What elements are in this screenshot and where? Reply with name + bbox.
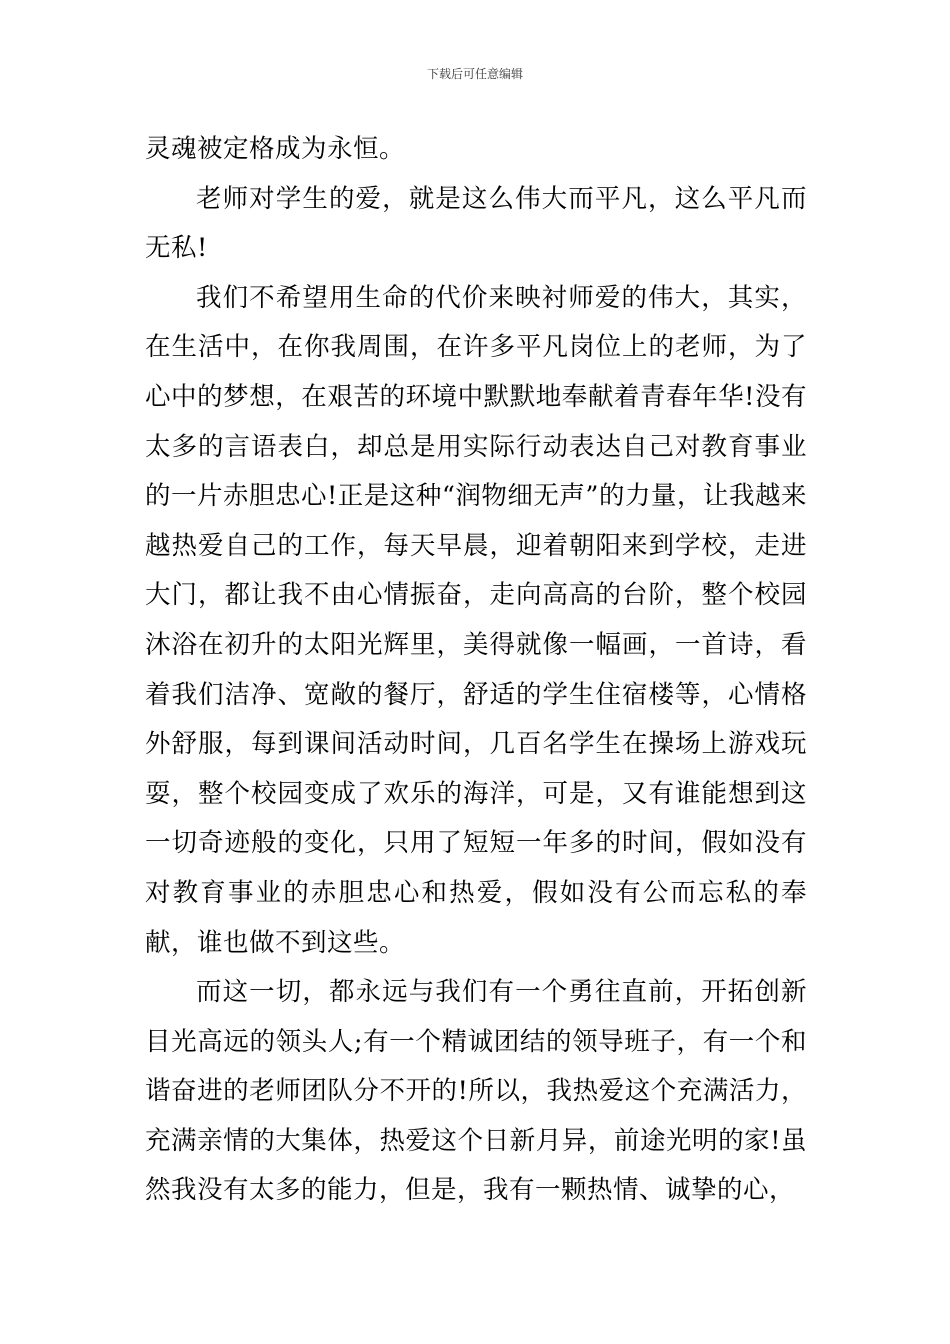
paragraph-1: 灵魂被定格成为永恒。: [145, 134, 406, 164]
paragraph-3: 我们不希望用生命的代价来映衬师爱的伟大，其实，在生活中，在你我周围，在许多平凡岗位上的老师，为了心中的梦想，在艰苦的环境中默默地奉献着青春年华!没有太多的言语表白，却总是用实际行动表达自己对教育事业的一片赤胆忠心!正是这种“润物细无声”的力量，让我越来越热爱自己的工作，每天早晨，迎着朝阳来到学校，走进大门，都让我不由心情振奋，走向高高的台阶，整个校园沐浴在初升的太阳光辉里，美得就像一幅画，一首诗，看着我们洁净、宽敞的餐厅，舒适的学生住宿楼等，心情格外舒服，每到课间活动时间，几百名学生在操场上游戏玩耍，整个校园变成了欢乐的海洋，可是，又有谁能想到这一切奇迹般的变化，只用了短短一年多的时间，假如没有对教育事业的赤胆忠心和热爱，假如没有公而忘私的奉献，谁也做不到这些。: [145, 282, 807, 958]
paragraph-4: 而这一切，都永远与我们有一个勇往直前，开拓创新目光高远的领头人;有一个精诚团结的领导班子，有一个和谐奋进的老师团队分不开的!所以，我热爱这个充满活力，充满亲情的大集体，热爱这个日新月异，前途光明的家!虽然我没有太多的能力，但是，我有一颗热情、诚挚的心，: [145, 977, 807, 1206]
page-header: 下载后可任意编辑: [426, 67, 523, 81]
document-body: [145, 125, 807, 1216]
paragraph-2: 老师对学生的爱，就是这么伟大而平凡，这么平凡而无私!: [145, 183, 807, 264]
